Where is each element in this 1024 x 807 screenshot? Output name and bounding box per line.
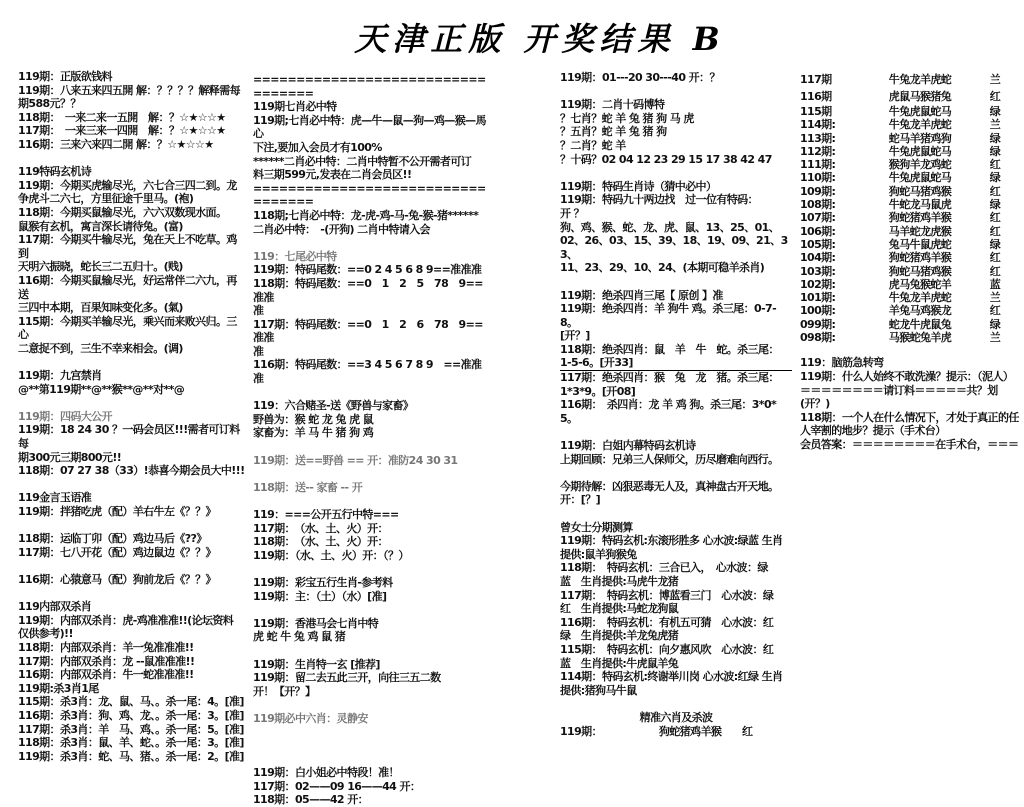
zodiac-cell: 马猴蛇兔羊虎 <box>888 331 952 345</box>
text-line: 118期;七肖必中特：龙-虎-鸡-马-兔-猴-猪****** <box>253 208 479 222</box>
text-line: 准 <box>253 304 264 318</box>
zodiac-cell: 狗蛇马猪鸡猴 <box>888 184 952 198</box>
text-line: 115期： 特码玄机：向夕惠风吹 心水波：红 <box>560 642 774 656</box>
color-cell: 红 <box>989 304 1001 318</box>
zodiac-cell: 蛇马羊猪鸡狗 <box>888 131 952 145</box>
period-cell: 105期: <box>800 237 836 251</box>
text-line: 117期：特码尾数：==0 1 2 6 78 9==准准 <box>253 317 483 345</box>
period-cell: 108期: <box>800 198 836 212</box>
text-line: 118期：内部双杀肖：羊一兔准准准!! <box>18 640 194 654</box>
blank-line <box>560 507 792 521</box>
text-line: 118期：运临丁卯（配）鸡边马后《??》 <box>18 532 207 546</box>
text-line: (开？) <box>800 397 830 411</box>
table-row <box>800 132 1020 145</box>
blank-line <box>253 753 489 767</box>
blank-line <box>253 467 489 481</box>
table-row <box>800 171 1020 184</box>
blank-line <box>253 562 489 576</box>
period-cell: 117期 <box>800 73 832 86</box>
text-line: 119金言玉语准 <box>18 491 92 505</box>
blank-line <box>253 236 489 250</box>
text-line: 119期：拌猪吃虎（配）羊右牛左《？？》 <box>18 505 216 518</box>
text-line: 118期：一个人在什么情况下，才处于真正的任 <box>800 410 1019 424</box>
blank-line <box>253 494 489 508</box>
period-cell: 107期: <box>800 211 836 225</box>
blank-line <box>560 166 792 180</box>
text-line: 开！【开？】 <box>253 684 316 698</box>
text-line: 117期： （水、土、火）开： <box>253 521 388 535</box>
text-line: 116期：心猿意马（配）狗前龙后《？？》 <box>18 572 216 586</box>
table-row <box>800 145 1020 158</box>
text-line: 119期：主：（土）（水）[准] <box>253 589 387 603</box>
text-line: 119：脑筋急转弯 <box>800 356 884 370</box>
text-line: 狗、鸡、猴、蛇、龙、虎、鼠、13、25、01、 <box>560 220 780 234</box>
table-row <box>800 251 1020 264</box>
blank-line <box>560 275 792 289</box>
text-line: 119期:杀3肖1尾 <box>18 681 99 695</box>
text-line: 119期：送==野兽 == 开：准防24 30 31 <box>253 453 458 467</box>
color-cell: 红 <box>989 184 1001 198</box>
color-cell: 兰 <box>989 331 1001 345</box>
text-line: 开：[？] <box>560 493 601 507</box>
zodiac-cell: 狗蛇猪鸡羊猴 <box>888 251 952 265</box>
period-cell: 109期: <box>800 184 836 198</box>
blank-line <box>560 697 792 711</box>
text-line: 119期：白姐内幕特码玄机诗 <box>560 439 696 453</box>
zodiac-cell: 羊兔马鸡猴龙 <box>888 304 952 318</box>
text-line: 119期：特码玄机:东滚形胜多 心水波:绿蓝 生肖 <box>560 534 783 548</box>
color-cell: 绿 <box>989 144 1001 158</box>
text-line: 119期：八来五来四五開 解：？？？？解释需每 <box>18 83 240 97</box>
text-line: 119期：四码大公开 <box>18 409 112 423</box>
color-cell: 兰 <box>989 118 1001 132</box>
blank-line <box>253 739 489 753</box>
period-cell: 102期: <box>800 277 836 291</box>
text-line: 上期回顾：兄弟三人保师父，历尽磨难向西行。 <box>560 452 779 466</box>
zodiac-cell: 牛兔虎鼠蛇马 <box>888 105 952 118</box>
zodiac-cell: 虎马兔猴蛇羊 <box>888 277 952 291</box>
text-line: 118期：绝杀四肖：鼠 羊 牛 蛇。杀三尾： <box>560 342 779 356</box>
zodiac-cell: 牛蛇龙马鼠虎 <box>888 198 952 212</box>
blank-line <box>18 152 246 166</box>
text-line: 119期七肖必中特 <box>253 100 337 114</box>
color-cell: 绿 <box>989 131 1001 145</box>
color-cell: 绿 <box>989 171 1001 185</box>
period-cell: 099期: <box>800 317 836 331</box>
table-row <box>800 225 1020 238</box>
text-line: 119期：特码尾数：==0 2 4 5 6 8 9==准准准 <box>253 263 482 277</box>
color-cell: 红 <box>989 158 1001 172</box>
period-cell: 111期: <box>800 158 836 172</box>
text-line: ？二肖？蛇 羊 <box>560 138 626 152</box>
text-line: 117期：绝杀四肖：猴 兔 龙 猪。杀三尾： <box>560 371 779 385</box>
text-line: 119期：绝杀四肖：羊 狗牛 鸡。杀三尾：0-7-8。 <box>560 302 777 329</box>
blank-line <box>253 726 489 740</box>
text-line: 118期： 一来二来一五開 解：？☆★☆☆★ <box>18 110 226 124</box>
text-line: 118期：特码尾数：==0 1 2 5 78 9==准准 <box>253 276 483 304</box>
table-row <box>800 238 1020 251</box>
text-line: 绿 生肖提供:羊龙兔虎猪 <box>560 629 679 643</box>
zodiac-cell: 牛兔龙羊虎蛇 <box>888 291 952 305</box>
period-cell: 115期 <box>800 105 832 118</box>
color-cell: 绿 <box>989 237 1001 251</box>
period-cell: 106期: <box>800 224 836 238</box>
text-line: 1*3*9。[开08] <box>560 384 636 398</box>
zodiac-cell: 狗蛇马猪鸡猴 <box>888 264 952 278</box>
text-line: 117期：杀3肖：羊 马、鸡、。杀一尾：5。[准] <box>18 722 244 736</box>
text-line: 117期：02——09 16——44 开： <box>253 779 421 793</box>
table-row <box>800 105 1020 118</box>
text-line: 精准六肖及杀波 <box>639 710 713 724</box>
text-line: 119期：18 24 30 ？一码会员区!!!需者可订料每 <box>18 423 240 451</box>
text-line: 119期：特码九十两边找 过一位有特码： <box>560 193 758 207</box>
blank-line <box>18 519 246 533</box>
zodiac-cell: 猴狗羊龙鸡蛇 <box>888 158 952 172</box>
blank-line <box>253 698 489 712</box>
text-line: ＝＝＝＝＝＝＝＝请订料＝＝＝＝＝共？划 <box>800 383 998 397</box>
text-line: 116期：今期买鼠输尽光，好运常伴二六九，再送 <box>18 273 237 301</box>
color-cell: 红 <box>989 264 1001 278</box>
column-3 <box>560 71 792 738</box>
blank-line <box>253 644 489 658</box>
blank-line <box>18 355 246 369</box>
blank-line <box>560 425 792 439</box>
table-row <box>800 318 1020 331</box>
text-line: 117期：今期买牛输尽光，兔在天上不吃草。鸡到 <box>18 233 237 260</box>
text-line: 119期：生肖特一玄 [推荐] <box>253 657 380 671</box>
table-row <box>800 211 1020 224</box>
text-line: 准 <box>253 344 264 358</box>
text-line: ******二肖必中特：二肖中特暂不公开需者可订 <box>253 154 472 168</box>
text-line: 118期：杀3肖：鼠、羊、蛇、。杀一尾：3。[准] <box>18 736 244 750</box>
period-cell: 098期: <box>800 331 836 345</box>
text-line: 虎 蛇 牛 兔 鸡 鼠 猪 <box>253 630 346 644</box>
text-line: 119期： 狗蛇猪鸡羊猴 红 <box>560 724 753 738</box>
blank-line <box>18 396 246 410</box>
text-line: 119期：（水、土、火）开：（？） <box>253 548 409 562</box>
text-line: 提供:鼠羊狗猴兔 <box>560 547 637 561</box>
text-line: 119期：正版欲钱料 <box>18 70 112 83</box>
text-line: 期300元三期800元!! <box>18 450 122 464</box>
text-line: 119期：二肖十码博特 <box>560 98 665 112</box>
text-line: [开？] <box>560 329 590 343</box>
text-line: 天明六振晓，蛇长三二五归十。(贱) <box>18 260 183 274</box>
text-line: 会员答案：＝＝＝＝＝＝＝＝在手术台，＝＝＝ <box>800 437 1019 451</box>
color-cell: 蓝 <box>989 277 1001 291</box>
zodiac-cell: 马羊蛇龙虎猴 <box>888 224 952 238</box>
riddle-section <box>800 356 1020 451</box>
table-row <box>800 331 1020 344</box>
table-row <box>800 71 1020 88</box>
text-line: 118期：05——42 开： <box>253 793 369 807</box>
text-line: 116期：特码尾数：==3 4 5 6 7 8 9 ==准准准 <box>253 358 482 386</box>
text-line: 116期： 杀四肖：龙 羊 鸡 狗。杀三尾：3*0*5。 <box>560 398 777 425</box>
blank-line <box>253 603 489 617</box>
color-cell: 红 <box>989 211 1001 225</box>
text-line: 119：===公开五行中特=== <box>253 508 399 521</box>
period-cell: 101期: <box>800 291 836 305</box>
text-line: 野兽为：猴 蛇 龙 兔 虎 鼠 <box>253 412 374 426</box>
text-line: 118期： 特码玄机：三合已入， 心水波：绿 <box>560 561 768 575</box>
table-row <box>800 265 1020 278</box>
text-line: 117期： 特码玄机：博蓝看三门 心水波：绿 <box>560 588 774 602</box>
text-line: 下注,要加入会员才有100% <box>253 140 382 154</box>
text-line: 119期：香港马会七肖中特 <box>253 616 379 630</box>
text-line: 蓝 生肖提供:牛虎鼠羊兔 <box>560 656 679 670</box>
column-2 <box>253 73 489 807</box>
text-line: 117期：七八开花（配）鸡边鼠边《？？》 <box>18 545 216 559</box>
table-row <box>800 88 1020 105</box>
text-line: 118期：送-- 家畜 -- 开 <box>253 480 363 494</box>
color-cell: 绿 <box>989 198 1001 212</box>
text-line: 119期：内部双杀肖：虎-鸡准准准!!(论坛资料 <box>18 613 234 627</box>
text-line: 118期：07 27 38（33）!恭喜今期会员大中!!! <box>18 464 245 478</box>
text-line: 119特码玄机诗 <box>18 165 92 179</box>
color-cell: 兰 <box>989 73 1001 86</box>
period-cell: 110期: <box>800 171 836 185</box>
text-line: ？五肖？蛇 羊 兔 猪 狗 <box>560 125 667 139</box>
text-line: 119期：留二去五此三开，向往三五二数 <box>253 671 441 685</box>
text-line: 期588元？？ <box>18 97 81 111</box>
text-line: 114期：特码玄机:终谢举川岗 心水波:红绿 生肖 <box>560 670 783 684</box>
blank-line <box>560 85 792 99</box>
text-line: 曾女士分期测算 <box>560 520 633 534</box>
text-line: 119期：特码生肖诗（猜中必中） <box>560 179 717 193</box>
table-row <box>800 158 1020 171</box>
text-line: 117期： 一来三来一四開 解：？☆★☆☆★ <box>18 124 226 138</box>
blank-line <box>560 466 792 480</box>
zodiac-cell: 牛兔龙羊虎蛇 <box>888 118 952 132</box>
column-4 <box>800 71 1020 452</box>
zodiac-cell: 兔马牛鼠虎蛇 <box>888 237 952 251</box>
blank-line <box>18 559 246 573</box>
text-line: 119期：彩宝五行生肖-参考料 <box>253 575 393 589</box>
zodiac-cell: 牛兔虎鼠蛇马 <box>888 171 952 185</box>
table-row <box>800 118 1020 131</box>
text-line: 人宰割的地步？提示（手术台） <box>800 424 946 438</box>
table-row <box>800 304 1020 317</box>
text-line: 家畜为：羊 马 牛 猪 狗 鸡 <box>253 426 374 440</box>
text-line: 119期：今期买虎输尽光，六七合三四二到。龙 <box>18 178 237 192</box>
text-line: 119期：绝杀四肖三尾【 原创 】准 <box>560 288 723 302</box>
column-1 <box>18 70 246 763</box>
text-line: 1-5-6。[开33] <box>560 356 792 371</box>
text-line: 今期待解：凶狠恶毒无人及，真神盘古开天地。 <box>560 479 779 493</box>
text-line: 119：七尾必中特 <box>253 249 337 263</box>
blank-line <box>253 386 489 400</box>
color-cell: 绿 <box>989 317 1001 331</box>
page-title: 天津正版 开奖结果 B <box>354 20 726 58</box>
text-line: ？十码？02 04 12 23 29 15 17 38 42 47 <box>560 152 772 166</box>
text-line: ================================== <box>253 181 486 209</box>
text-line: @**第119期**@**猴**@**对**@ <box>18 382 185 396</box>
text-line: 119内部双杀肖 <box>18 600 92 614</box>
period-cell: 104期: <box>800 251 836 265</box>
text-line: 料三期599元,发表在二肖会员区!! <box>253 168 412 182</box>
text-line: 蓝 生肖提供:马虎牛龙猪 <box>560 574 679 588</box>
text-line: 119期;七肖必中特：虎—牛—鼠—狗—鸡—猴—馬心 <box>253 113 486 141</box>
text-line: 提供:猪狗马牛鼠 <box>560 683 637 697</box>
table-row <box>800 291 1020 304</box>
text-line: ================================== <box>253 73 486 100</box>
text-line: 119期：01---20 30---40 开：？ <box>560 71 720 84</box>
text-line: 119期必中六肖：灵静安 <box>253 711 368 725</box>
text-line: ？七肖？蛇 羊 兔 猪 狗 马 虎 <box>560 111 694 125</box>
text-line: 116期： 特码玄机：有机五可猜 心水波：红 <box>560 615 774 629</box>
color-cell: 红 <box>989 251 1001 265</box>
text-line: 红 生肖提供:马蛇龙狗鼠 <box>560 602 679 616</box>
text-line: 三四中本期，百果知味变化多。(氣) <box>18 301 183 315</box>
zodiac-cell: 牛兔龙羊虎蛇 <box>888 73 952 86</box>
text-line: 鼠猴有玄机，寓言深长请待兔。(富) <box>18 219 183 233</box>
period-cell: 116期 <box>800 90 832 103</box>
zodiac-cell: 牛兔虎鼠蛇马 <box>888 144 952 158</box>
blank-line <box>18 587 246 601</box>
text-line: 119期：九宫禁肖 <box>18 369 102 383</box>
text-line: 仅供参考)!! <box>18 627 73 641</box>
text-line: 119期：白小姐必中特段！准！ <box>253 766 399 780</box>
text-line: 11、23、29、10、24、(本期可稳羊杀肖) <box>560 261 765 275</box>
text-line: 116期：杀3肖：狗、鸡、龙、。杀一尾：3。[准] <box>18 708 244 722</box>
text-line: 116期：内部双杀肖：牛一蛇准准准!! <box>18 668 194 682</box>
text-line: 争虎斗二六七，方里征途千里马。(袍) <box>18 192 194 206</box>
period-cell: 114期: <box>800 118 836 132</box>
table-row <box>800 198 1020 211</box>
text-line: 116期：三来六来四二開 解：？☆★☆☆★ <box>18 137 214 151</box>
color-cell: 红 <box>989 90 1001 103</box>
text-line: 二意捉不到，三生不幸来相会。(调) <box>18 341 183 355</box>
blank-line <box>18 478 246 492</box>
period-cell: 100期: <box>800 304 836 318</box>
text-line: 115期：杀3肖：龙、鼠、马、。杀一尾：4。[准] <box>18 695 244 709</box>
text-line: 118期： （水、土、火）开： <box>253 535 388 549</box>
zodiac-cell: 狗蛇猪鸡羊猴 <box>888 211 952 225</box>
text-line: 开 ？ <box>560 206 585 220</box>
text-line: 119期：杀3肖：蛇、马、猪、。杀一尾：2。[准] <box>18 749 244 763</box>
text-line: 119：六合赌圣-送《野兽与家畜》 <box>253 399 414 413</box>
text-line: 119期：什么人始终不敢洗澡？提示：（泥人） <box>800 369 1014 383</box>
table-row <box>800 278 1020 291</box>
color-cell: 红 <box>989 224 1001 238</box>
text-line: 二肖必中特： -(开狗) 二肖中特请入会 <box>253 222 430 236</box>
text-line: 118期：今期买鼠输尽光，六六双数现水面。 <box>18 205 227 219</box>
text-line: 02、26、03、15、39、18、19、09、21、33、 <box>560 234 788 261</box>
zodiac-cell: 虎鼠马猴猪兔 <box>888 90 952 103</box>
period-cell: 113期: <box>800 131 836 145</box>
history-table <box>800 71 1020 344</box>
text-line: 117期：内部双杀肖：龙 --鼠准准准!! <box>18 654 195 668</box>
period-cell: 112期: <box>800 144 836 158</box>
zodiac-cell: 蛇龙牛虎鼠兔 <box>888 317 952 331</box>
color-cell: 兰 <box>989 291 1001 305</box>
table-row <box>800 185 1020 198</box>
color-cell: 绿 <box>989 105 1001 118</box>
text-line: 115期：今期买羊输尽光，乘兴而来败兴归。三心 <box>18 314 237 342</box>
blank-line <box>253 440 489 454</box>
period-cell: 103期: <box>800 264 836 278</box>
